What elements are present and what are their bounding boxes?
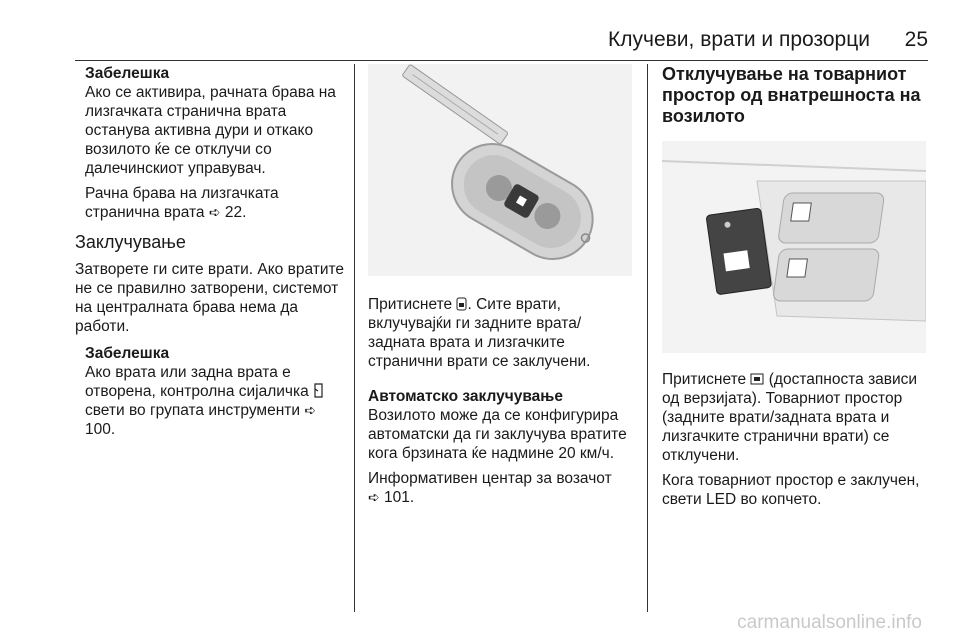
column-divider-2 (647, 64, 648, 612)
led-text: Кога товарниот простор е заклучен, свети LED во копчето. (662, 472, 920, 508)
key-fob-illustration (368, 64, 632, 276)
note-text: Ако се активира, рачната брава на лизгачката странична врата останува активна дури и откако возилото ќе се отклучи со далечинскиот управувач. (85, 84, 336, 177)
door-switch-illustration (662, 141, 926, 353)
door-open-icon (313, 383, 324, 398)
lock-instruction (368, 295, 638, 371)
page-number: 25 (904, 28, 928, 51)
column-middle (368, 64, 638, 513)
column-divider-1 (354, 64, 355, 612)
note-title-2: Забелешка (85, 345, 170, 362)
page-ref-link[interactable]: 22. (224, 204, 247, 221)
section-heading-cargo: Отклучување на товарниот простор од внатрешноста на возилото (662, 64, 921, 126)
note2-text-b: свети во групата инструменти (85, 402, 301, 419)
auto-lock-text: Возилото може да се конфигурира автоматски да ги заклучува вратите кога брзината ќе надмине 20 км/ч. (368, 407, 627, 462)
para-text: Притиснете (368, 296, 453, 313)
arrow-ref-icon: ➪ (208, 204, 221, 220)
watermark: carmanualsonline.info (737, 612, 922, 633)
note-text-2 (85, 363, 345, 439)
section-text: Затворете ги сите врати. Ако вратите не се правилно затворени, системот на централната брава нема да работи. (75, 261, 345, 335)
para-text: (достапноста зависи од верзијата). Товарниот простор (задните врати/задната врата и лизгачките странични врати) се отклучени. (662, 371, 918, 464)
page-ref-link[interactable]: 101. (384, 489, 415, 506)
section-heading-locking: Заклучување (75, 232, 186, 252)
column-left (75, 64, 345, 445)
note-box-2 (75, 344, 345, 439)
para-text: . Сите врати, вклучувајќи ги задните врата/задната врата и лизгачките странични врати се заклучени. (368, 296, 591, 370)
subheading-auto-lock: Автоматско заклучување (368, 388, 563, 405)
arrow-ref-icon: ➪ (368, 489, 380, 505)
info-center-ref (368, 469, 638, 507)
note-title: Забелешка (85, 65, 170, 82)
note-text-cross-ref (85, 184, 345, 222)
cargo-unlock-instruction (662, 370, 930, 465)
cargo-unlock-icon (750, 372, 764, 386)
page-ref-link[interactable]: 100. (85, 421, 116, 438)
note-text-2: Рачна брава на лизгачката странична врата (85, 185, 279, 221)
column-right (662, 64, 930, 515)
header-divider (75, 60, 928, 61)
arrow-ref-icon: ➪ (304, 402, 317, 418)
chapter-title: Клучеви, врати и прозорци (608, 28, 870, 51)
lock-button-icon (456, 297, 467, 311)
para-text: Информативен центар за возачот (368, 470, 612, 487)
note-box-1 (75, 64, 345, 222)
note2-text-a: Ако врата или задна врата е отворена, контролна сијаличка (85, 364, 309, 400)
para-text: Притиснете (662, 371, 747, 388)
